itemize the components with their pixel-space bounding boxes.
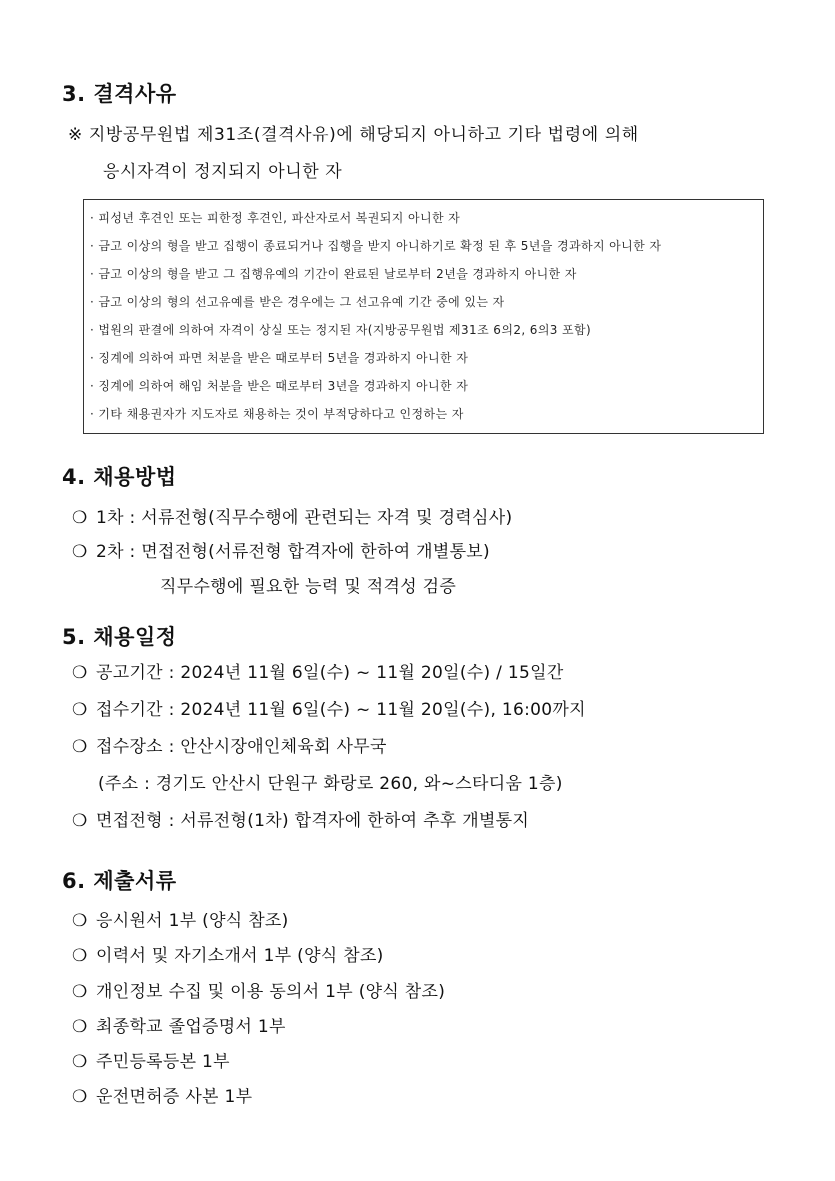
section6-item (72, 977, 445, 1002)
box-item: · 징계에 의하여 해임 처분을 받은 때로부터 3년을 경과하지 아니한 자 (90, 379, 469, 393)
section6-item-text: 최종학교 졸업증명서 1부 (96, 1017, 286, 1037)
section6-item (72, 1047, 230, 1072)
section6-title: 6. 제출서류 (62, 869, 177, 893)
section4-title: 4. 채용방법 (62, 465, 177, 489)
section5-item3-cont: (주소 : 경기도 안산시 단원구 화랑로 260, 와~스타디움 1층) (98, 774, 563, 794)
section6-item-text: 응시원서 1부 (양식 참조) (96, 911, 289, 931)
section5-item4-text: 면접전형 : 서류전형(1차) 합격자에 한하여 추후 개별통지 (96, 811, 530, 831)
circle-bullet-icon: ❍ (72, 542, 88, 562)
section5-title: 5. 채용일정 (62, 625, 177, 649)
section3-note-line2: 응시자격이 정지되지 아니한 자 (103, 162, 343, 182)
circle-bullet-icon: ❍ (72, 811, 88, 831)
circle-bullet-icon: ❍ (72, 700, 88, 720)
circle-bullet-icon: ❍ (72, 1052, 88, 1072)
section4-item2 (72, 537, 490, 562)
circle-bullet-icon: ❍ (72, 911, 88, 931)
circle-bullet-icon: ❍ (72, 737, 88, 757)
section5-item3-text: 접수장소 : 안산시장애인체육회 사무국 (96, 737, 387, 757)
disqualification-box (83, 199, 764, 434)
section6-item (72, 941, 384, 966)
box-item: · 기타 채용권자가 지도자로 채용하는 것이 부적당하다고 인정하는 자 (90, 407, 464, 421)
section4-item2-cont: 직무수행에 필요한 능력 및 적격성 검증 (160, 577, 457, 597)
box-item: · 금고 이상의 형을 받고 집행이 종료되거나 집행을 받지 아니하기로 확정 된 후 5년을 경과하지 아니한 자 (90, 239, 662, 253)
section4-item1 (72, 503, 512, 528)
box-item: · 금고 이상의 형을 받고 그 집행유예의 기간이 완료된 날로부터 2년을 경과하지 아니한 자 (90, 267, 577, 281)
box-item: · 징계에 의하여 파면 처분을 받은 때로부터 5년을 경과하지 아니한 자 (90, 351, 469, 365)
section5-item2 (72, 695, 586, 720)
circle-bullet-icon: ❍ (72, 663, 88, 683)
section3-note-line1: ※ 지방공무원법 제31조(결격사유)에 해당되지 아니하고 기타 법령에 의해 (68, 125, 639, 145)
box-item: · 법원의 판결에 의하여 자격이 상실 또는 정지된 자(지방공무원법 제31조 6의2, 6의3 포함) (90, 323, 592, 337)
section6-item-text: 이력서 및 자기소개서 1부 (양식 참조) (96, 946, 384, 966)
section6-item-text: 운전면허증 사본 1부 (96, 1087, 253, 1107)
circle-bullet-icon: ❍ (72, 946, 88, 966)
circle-bullet-icon: ❍ (72, 508, 88, 528)
circle-bullet-icon: ❍ (72, 1087, 88, 1107)
section6-item (72, 1012, 286, 1037)
section5-item2-text: 접수기간 : 2024년 11월 6일(수) ~ 11월 20일(수), 16:00까지 (96, 700, 586, 720)
section6-item-text: 개인정보 수집 및 이용 동의서 1부 (양식 참조) (96, 982, 446, 1002)
section5-item1 (72, 658, 564, 683)
box-item: · 피성년 후견인 또는 피한정 후견인, 파산자로서 복권되지 아니한 자 (90, 211, 461, 225)
section6-item (72, 1082, 252, 1107)
section5-item3 (72, 732, 387, 757)
section5-item1-text: 공고기간 : 2024년 11월 6일(수) ~ 11월 20일(수) / 15일간 (96, 663, 564, 683)
section4-item1-text: 1차 : 서류전형(직무수행에 관련되는 자격 및 경력심사) (96, 508, 513, 528)
section4-item2-text: 2차 : 면접전형(서류전형 합격자에 한하여 개별통보) (96, 542, 490, 562)
box-item: · 금고 이상의 형의 선고유예를 받은 경우에는 그 선고유예 기간 중에 있는 자 (90, 295, 505, 309)
section5-item4 (72, 806, 529, 831)
section6-item (72, 906, 289, 931)
section3-title: 3. 결격사유 (62, 82, 177, 106)
circle-bullet-icon: ❍ (72, 982, 88, 1002)
section6-item-text: 주민등록등본 1부 (96, 1052, 230, 1072)
circle-bullet-icon: ❍ (72, 1017, 88, 1037)
